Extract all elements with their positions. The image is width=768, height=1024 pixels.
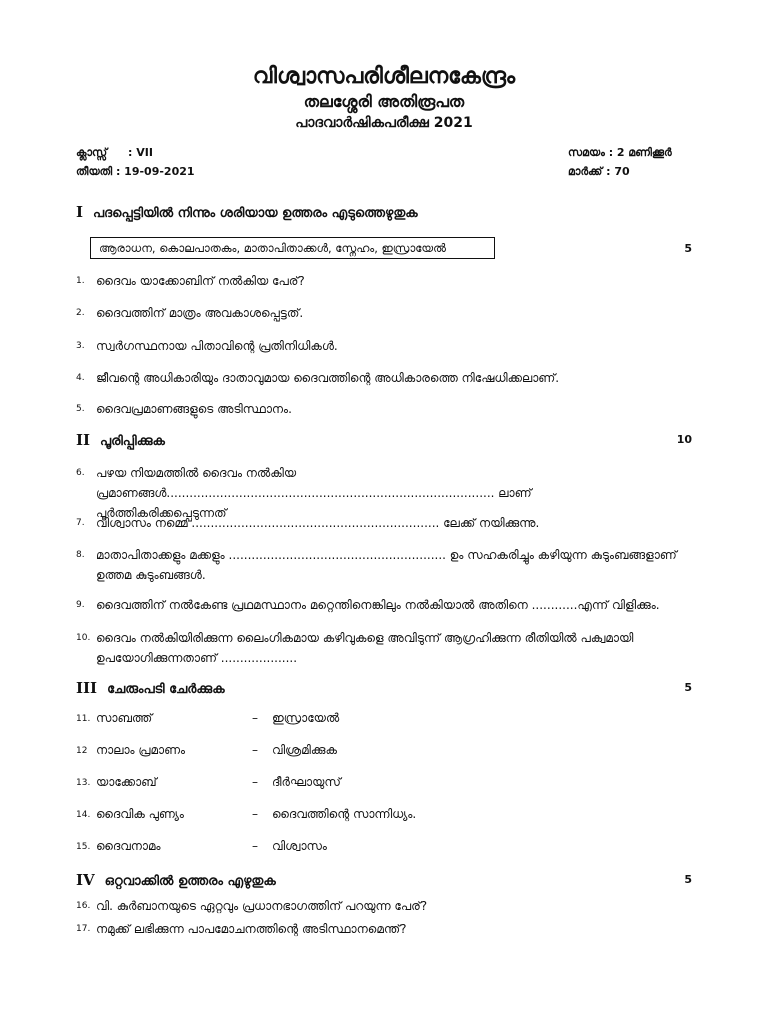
question-text	[96, 628, 696, 668]
section-marks: 5	[684, 873, 692, 886]
section-marks: 5	[684, 681, 692, 694]
match-dash: –	[252, 839, 258, 853]
section-instruction: ഒറ്റവാക്കിൽ ഉത്തരം എഴുതുക	[104, 874, 276, 889]
question-number: 10.	[76, 633, 91, 643]
diocese-title: തലശ്ശേരി അതിരൂപത	[303, 92, 465, 111]
question-text: ദൈവത്തിന് മാത്രം അവകാശപ്പെട്ടത്.	[96, 306, 304, 320]
match-dash: –	[252, 807, 258, 821]
section-4-heading	[76, 871, 276, 889]
question-line: ദൈവത്തിന് നൽകേണ്ട പ്രഥമസ്ഥാനം മറ്റെന്തിനെങ്കിലും നൽകിയാൽ അതിനെ ............എന്ന് വിളിക്കും.	[96, 598, 660, 612]
question-line: പൂർത്തികരിക്കപ്പെടുന്നത്	[96, 506, 227, 520]
question-number: 8.	[76, 550, 85, 560]
match-dash: –	[252, 743, 258, 757]
question-number: 2.	[76, 308, 85, 318]
question-text: ദൈവം യാക്കോബിന് നൽകിയ പേര്?	[96, 274, 305, 288]
match-left: ദൈവിക പുണ്യം	[96, 807, 184, 821]
section-numeral: III	[76, 679, 98, 697]
question-line: മാതാപിതാക്കളും മക്കളും ......................................................... ഉം സഹകരിച്ചും കഴിയുന്ന കുടുംബങ്ങളാണ്	[96, 548, 677, 562]
question-number: 17.	[76, 924, 91, 934]
exam-date: തീയതി : 19-09-2021	[76, 165, 195, 178]
section-instruction: പദപ്പെട്ടിയിൽ നിന്നും ശരിയായ ഉത്തരം എടുത്തെഴുതുക	[93, 206, 418, 221]
question-line: പഴയ നിയമത്തിൽ ദൈവം നൽകിയ പ്രമാണങ്ങൾ...................................................................................... ലാണ്	[96, 466, 532, 500]
question-line: ദൈവം നൽകിയിരിക്കുന്ന ലൈംഗികമായ കഴിവുകളെ അവിടുന്ന് ആഗ്രഹിക്കുന്ന രീതിയിൽ പക്വമായി	[96, 631, 634, 645]
match-number: 11.	[76, 714, 91, 724]
total-marks: മാർക്ക് : 70	[568, 165, 630, 178]
match-left: ദൈവനാമം	[96, 839, 161, 853]
match-dash: –	[252, 711, 258, 725]
match-number: 13.	[76, 778, 91, 788]
section-marks: 10	[676, 433, 692, 446]
section-instruction: പൂരിപ്പിക്കുക	[100, 434, 165, 449]
match-number: 15.	[76, 842, 91, 852]
match-left: നാലാം പ്രമാണം	[96, 743, 186, 757]
question-number: 5.	[76, 404, 85, 414]
question-line: ഉത്തമ കുടുംബങ്ങൾ.	[96, 568, 206, 582]
question-text	[96, 545, 696, 585]
match-right: ദീർഘായുസ്	[272, 775, 341, 789]
question-number: 6.	[76, 468, 85, 478]
question-text	[96, 513, 696, 533]
question-number: 3.	[76, 341, 85, 351]
section-instruction: ചേരുംപടി ചേർക്കുക	[107, 682, 225, 697]
question-text: വി. കുർബാനയുടെ ഏറ്റവും പ്രധാനഭാഗത്തിന് പറയുന്ന പേര്?	[96, 899, 428, 913]
question-text: സ്വർഗസ്ഥനായ പിതാവിന്റെ പ്രതിനിധികൾ.	[96, 339, 338, 353]
section-marks: 5	[684, 242, 692, 255]
class-label: ക്ലാസ്സ്	[76, 146, 108, 159]
match-number: 12	[76, 746, 88, 756]
match-dash: –	[252, 775, 258, 789]
match-left: സാബത്ത്	[96, 711, 153, 725]
question-text	[96, 595, 696, 615]
question-number: 9.	[76, 600, 85, 610]
exam-duration: സമയം : 2 മണിക്കൂർ	[568, 146, 672, 159]
question-number: 4.	[76, 373, 85, 383]
section-1-heading	[76, 203, 418, 221]
section-3-heading	[76, 679, 225, 697]
word-box: ആരാധന, കൊലപാതകം, മാതാപിതാക്കൾ, സ്നേഹം, ഇസ്രായേൽ	[90, 237, 495, 259]
question-number: 7.	[76, 518, 85, 528]
section-numeral: IV	[76, 871, 95, 889]
class-value: : VII	[128, 146, 153, 159]
section-numeral: I	[76, 203, 84, 221]
question-line: ഉപയോഗിക്കുന്നതാണ് ....................	[96, 651, 298, 665]
match-right: വിശ്വാസം	[272, 839, 327, 853]
question-line: വിശ്വാസം നമ്മെ ................................................................. ലേക്ക് നയിക്കുന്നു.	[96, 516, 540, 530]
match-right: ഇസ്രായേൽ	[272, 711, 340, 725]
question-number: 1.	[76, 276, 85, 286]
question-text: നമുക്ക് ലഭിക്കുന്ന പാപമോചനത്തിന്റെ അടിസ്ഥാനമെന്ത്?	[96, 922, 407, 936]
question-text: ദൈവപ്രമാണങ്ങളുടെ അടിസ്ഥാനം.	[96, 402, 292, 416]
section-numeral: II	[76, 431, 91, 449]
exam-title: പാദവാർഷികപരീക്ഷ 2021	[295, 115, 473, 131]
match-number: 14.	[76, 810, 91, 820]
section-2-heading	[76, 431, 165, 449]
school-title: വിശ്വാസപരിശീലനകേന്ദ്രം	[252, 64, 516, 89]
match-right: വിശ്രമിക്കുക	[272, 743, 337, 757]
match-right: ദൈവത്തിന്റെ സാന്നിധ്യം.	[272, 807, 417, 821]
match-left: യാക്കോബ്	[96, 775, 157, 789]
question-number: 16.	[76, 901, 91, 911]
question-text: ജീവന്റെ അധികാരിയും ദാതാവുമായ ദൈവത്തിന്റെ അധികാരത്തെ നിഷേധിക്കലാണ്.	[96, 371, 560, 385]
